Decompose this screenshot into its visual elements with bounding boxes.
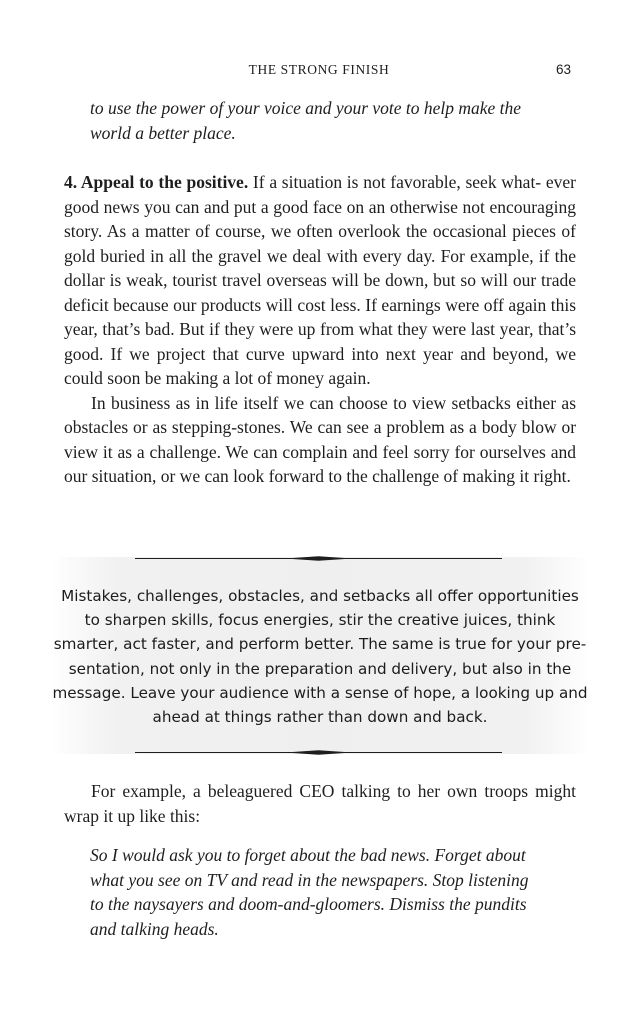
pull-quote-line: ahead at things rather than down and back. <box>152 708 488 727</box>
quote-line: what you see on TV and read in the newspapers. Stop listening <box>90 869 529 890</box>
pull-quote-line: Mistakes, challenges, obstacles, and setbacks all offer opportunities <box>61 587 579 605</box>
paragraph-line: might wrap it up like this: <box>64 781 576 826</box>
paragraph-line: ever good news you can and put a good face on an otherwise not <box>64 172 576 217</box>
quote-line: and talking heads. <box>90 918 219 939</box>
paragraph <box>64 391 576 489</box>
running-title: THE STRONG FINISH <box>248 62 390 77</box>
running-header <box>0 62 638 82</box>
pull-quote-text <box>50 584 590 729</box>
paragraph-line: of making it right. <box>443 466 571 486</box>
paragraph-line: a lot of money again. <box>222 368 371 388</box>
pull-quote-line: smarter, act faster, and perform better. The same is true for your pre- <box>53 635 587 654</box>
paragraph-line: ourselves and our situation, or we can look forward to the challenge <box>64 441 576 486</box>
example-intro <box>64 779 576 828</box>
paragraph-line: encouraging story. As a matter of course, we often overlook the <box>64 196 576 241</box>
paragraph-line: curve upward into next year and beyond, we could soon be making <box>64 343 577 388</box>
page-number: 63 <box>555 62 571 77</box>
ornament-rule-top <box>135 556 502 561</box>
pull-quote-box <box>50 557 590 754</box>
pull-quote-line: to sharpen skills, focus energies, stir the creative juices, think <box>84 611 556 630</box>
paragraph-line: less. If earnings were off again this year, that’s bad. But if they were <box>64 294 577 339</box>
pull-quote-line: sentation, not only in the preparation and delivery, but also in the <box>68 659 572 678</box>
paragraph-line: occasional pieces of gold buried in all the gravel we deal with every <box>64 221 577 266</box>
paragraph-line: down, but so will our trade deficit because our products will cost <box>64 270 576 315</box>
pull-quote-line: message. Leave your audience with a sense of hope, a looking up and <box>52 683 588 702</box>
paragraph-line: as obstacles or as stepping-stones. We can see a problem as a body <box>64 392 576 437</box>
paragraph-line: For example, a beleaguered CEO talking to her own troops <box>91 781 529 801</box>
paragraph-line: up from what they were last year, that’s good. If we project that <box>64 319 577 364</box>
section-heading: 4. Appeal to the positive. <box>64 172 249 192</box>
paragraph <box>64 779 576 828</box>
quote-line: to use the power of your voice and your vote to help make the <box>90 98 522 118</box>
quote-line: So I would ask you to forget about the bad news. Forget about <box>90 845 526 865</box>
ceo-quote <box>90 843 560 941</box>
paragraph-line: blow or view it as a challenge. We can complain and feel sorry for <box>64 417 577 462</box>
section-appeal-to-positive <box>64 170 576 489</box>
paragraph-line: In business as in life itself we can choose to view setbacks either <box>91 392 557 413</box>
quote-line: to the naysayers and doom-and-gloomers. Dismiss the pundits <box>90 894 527 914</box>
quote-line: world a better place. <box>90 122 236 143</box>
paragraph-line: If a situation is not favorable, seek what- <box>248 172 542 192</box>
quote-continuation <box>90 96 560 145</box>
paragraph-line: day. For example, if the dollar is weak, tourist travel overseas will be <box>64 245 576 290</box>
ornament-rule-bottom <box>135 750 502 755</box>
paragraph <box>64 170 576 391</box>
